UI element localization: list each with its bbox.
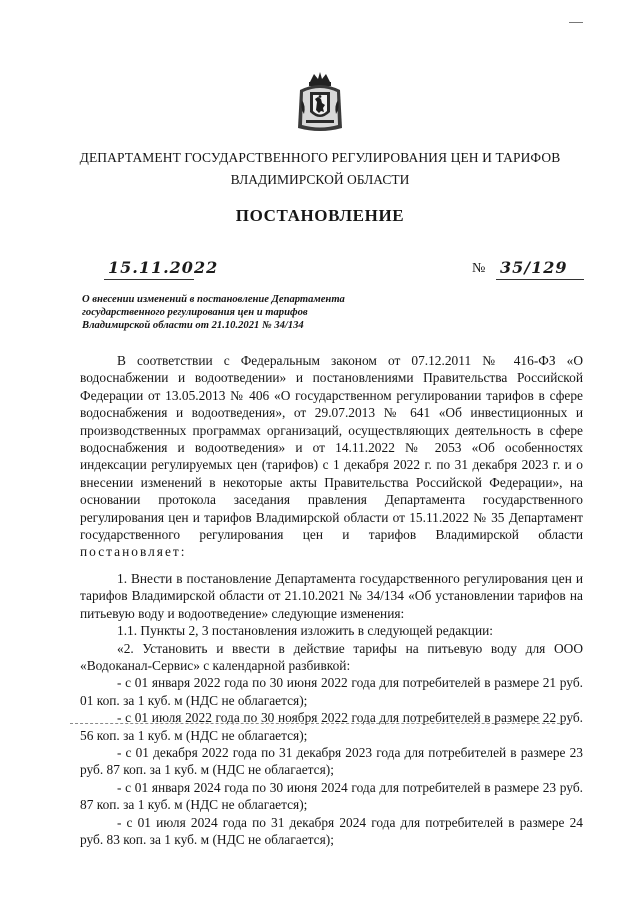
date-underline <box>104 279 194 280</box>
tariff-item: - с 01 января 2022 года по 30 июня 2022 года для потребителей в размере 21 руб. 01 коп. за 1 куб. м (НДС не облагается); <box>80 675 583 708</box>
number-sign: № <box>472 261 486 276</box>
resolves-word: постановляет: <box>80 544 187 560</box>
coat-of-arms-icon <box>296 70 344 134</box>
number-underline <box>496 279 584 280</box>
tariff-item: - с 01 июля 2024 года по 31 декабря 2024 года для потребителей в размере 24 руб. 83 коп. за 1 куб. м (НДС не облагается); <box>80 814 583 847</box>
department-name-line2: ВЛАДИМИРСКОЙ ОБЛАСТИ <box>230 172 410 187</box>
department-name-line1: ДЕПАРТАМЕНТ ГОСУДАРСТВЕННОГО РЕГУЛИРОВАНИЯ ЦЕН И ТАРИФОВ <box>79 150 561 165</box>
subject-line: Владимирской области от 21.10.2021 № 34/134 <box>82 320 304 331</box>
preamble-paragraph <box>80 352 583 561</box>
document-type-title: ПОСТАНОВЛЕНИЕ <box>235 206 405 225</box>
document-subject <box>82 293 382 332</box>
preamble-text: В соответствии с Федеральным законом от 07.12.2011 № 416-ФЗ «О водоснабжении и водоотведении» и постановлениями Правительства Российской Федерации от 13.05.2013 № 406 «О государственном регулировании тарифов в сфере водоснабжения и водоотведения», от 29.07.2013 № 641 «Об инвестиционных и производственных программах организаций, осуществляющих деятельность в сфере водоснабжения и водоотведения» и от 14.11.2022 № 2053 «Об особенностях индексации регулируемых цен (тарифов) с 1 декабря 2022 г. по 31 декабря 2023 г. и о внесении изменений в некоторые акты Правительства Российской Федерации», на основании протокола заседания правления Департамента государственного регулирования цен и тарифов Владимирской области от 15.11.2022 № 35 Департамент государственного регулирования цен и тарифов Владимирской области <box>80 353 583 543</box>
tariff-item: - с 01 июля 2022 года по 30 ноября 2022 года для потребителей в размере 22 руб. 56 коп. за 1 куб. м (НДС не облагается); <box>80 710 583 743</box>
body-paragraph: 1.1. Пункты 2, 3 постановления изложить в следующей редакции: <box>117 623 494 639</box>
tariff-item: - с 01 декабря 2022 года по 31 декабря 2023 года для потребителей в размере 23 руб. 87 коп. за 1 куб. м (НДС не облагается); <box>80 744 583 778</box>
body-paragraph: «2. Установить и ввести в действие тарифы на питьевую воду для ООО «Водоканал-Сервис» с календарной разбивкой: <box>80 640 583 673</box>
document-number: 35/129 <box>500 258 568 277</box>
scan-artifact <box>569 22 583 23</box>
subject-line: государственного регулирования цен и тарифов <box>82 307 308 318</box>
tariff-item: - с 01 января 2024 года по 30 июня 2024 года для потребителей в размере 23 руб. 87 коп. за 1 куб. м (НДС не облагается); <box>80 779 583 813</box>
document-body <box>80 352 583 848</box>
document-date: 15.11.2022 <box>108 258 219 277</box>
subject-line: О внесении изменений в постановление Департамента <box>82 294 345 305</box>
body-paragraph: 1. Внести в постановление Департамента государственного регулирования цен и тарифов Владимирской области от 21.10.2021 № 34/134 «Об установлении тарифов на питьевую воду и водоотведение» следующие изменения: <box>80 570 583 621</box>
scan-fold-line <box>70 723 570 724</box>
